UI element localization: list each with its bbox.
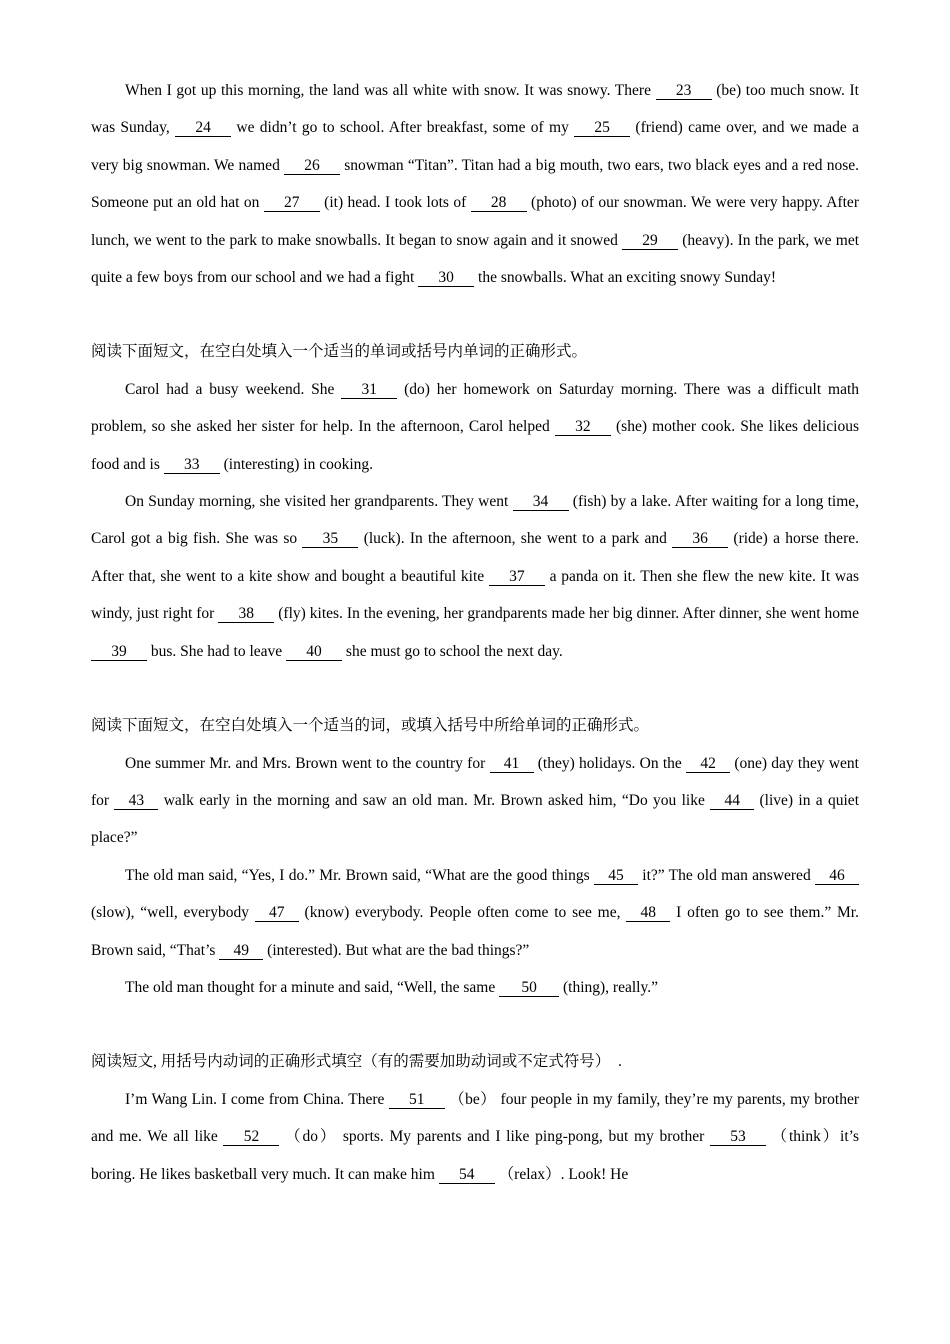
passage-text: the snowballs. What an exciting snowy Sunday!	[474, 269, 777, 287]
answer-blank-46[interactable]: 46	[815, 867, 859, 885]
answer-blank-42[interactable]: 42	[686, 755, 730, 773]
answer-blank-53[interactable]: 53	[710, 1128, 766, 1146]
answer-blank-49[interactable]: 49	[219, 942, 263, 960]
passage-text: walk early in the morning and saw an old man. Mr. Brown asked him, “Do you like	[158, 791, 711, 809]
answer-blank-38[interactable]: 38	[218, 605, 274, 623]
passage-text: (photo) of our snowman. We were very happy. After lunch, we went to the park to make snowballs. It began to snow again and it snowed	[91, 194, 859, 249]
instruction-carol: 阅读下面短文，在空白处填入一个适当的单词或括号内单词的正确形式。	[91, 343, 588, 361]
passage-brown-paragraph-2	[91, 857, 859, 969]
passage-text: snowman “Titan”. Titan had a big mouth, two ears, two black eyes and a red nose. Someone put an old hat on	[91, 156, 859, 212]
passage-text: it?” The old man answered	[637, 866, 815, 884]
answer-blank-37[interactable]: 37	[489, 568, 545, 586]
passage-text: When I got up this morning, the land was all white with snow. It was snowy. There	[125, 82, 656, 99]
answer-blank-50[interactable]: 50	[499, 979, 559, 997]
answer-blank-33[interactable]: 33	[164, 456, 220, 474]
answer-blank-39[interactable]: 39	[91, 643, 147, 661]
passage-text: (heavy). In the park, we met quite a few boys from our school and we had a fight	[91, 231, 860, 287]
answer-blank-29[interactable]: 29	[622, 232, 678, 250]
instruction-brown: 阅读下面短文，在空白处填入一个适当的词，或填入括号中所给单词的正确形式。	[91, 717, 650, 735]
answer-blank-41[interactable]: 41	[490, 755, 534, 773]
passage-text: （relax）. Look! He	[494, 1165, 629, 1183]
answer-blank-23[interactable]: 23	[656, 82, 712, 100]
passage-text: (friend) came over, and we made a very big snowman. We named	[91, 119, 859, 174]
passage-text: (live) in a quiet place?”	[91, 791, 859, 847]
passage-text: (be) too much snow. It was Sunday,	[91, 82, 859, 137]
passage-carol-paragraph-2	[91, 483, 859, 670]
passage-brown-paragraph-3	[91, 969, 859, 1006]
passage-text: we didn’t go to school. After breakfast, some of my	[231, 119, 575, 137]
answer-blank-30[interactable]: 30	[418, 269, 474, 287]
passage-brown-paragraph-1	[91, 745, 859, 857]
answer-blank-54[interactable]: 54	[439, 1166, 495, 1184]
answer-blank-24[interactable]: 24	[175, 119, 231, 137]
answer-blank-40[interactable]: 40	[286, 643, 342, 661]
passage-text: (know) everybody. People often come to see me,	[298, 904, 627, 922]
passage-text: (luck). In the afternoon, she went to a park and	[358, 530, 673, 548]
answer-blank-27[interactable]: 27	[264, 194, 320, 212]
document-page	[91, 72, 859, 1193]
answer-blank-44[interactable]: 44	[710, 792, 754, 810]
passage-text: The old man thought for a minute and said, “Well, the same	[125, 978, 500, 996]
passage-text: （be） four people in my family, they’re my parents, my brother and me. We all like	[91, 1090, 859, 1146]
answer-blank-31[interactable]: 31	[341, 381, 397, 399]
passage-text: a panda on it. Then she flew the new kite. It was windy, just right for	[91, 567, 859, 623]
passage-text: One summer Mr. and Mrs. Brown went to the country for	[125, 754, 490, 772]
answer-blank-51[interactable]: 51	[389, 1091, 445, 1109]
passage-text: (ride) a horse there. After that, she went to a kite show and bought a beautiful kite	[91, 530, 859, 585]
passage-text: (one) day they went for	[91, 754, 859, 809]
passage-text: The old man said, “Yes, I do.” Mr. Brown said, “What are the good things	[125, 866, 594, 884]
passage-text: (interesting) in cooking.	[219, 455, 374, 473]
answer-blank-32[interactable]: 32	[555, 418, 611, 436]
passage-text: (she) mother cook. She likes delicious food and is	[91, 418, 859, 473]
answer-blank-34[interactable]: 34	[513, 493, 569, 511]
answer-blank-48[interactable]: 48	[626, 904, 670, 922]
answer-blank-26[interactable]: 26	[284, 157, 340, 175]
instruction-wang-lin: 阅读短文, 用括号内动词的正确形式填空（有的需要加助动词或不定式符号） .	[91, 1053, 622, 1071]
passage-text: On Sunday morning, she visited her grandparents. They went	[125, 493, 513, 511]
answer-blank-43[interactable]: 43	[114, 792, 158, 810]
passage-text: (fly) kites. In the evening, her grandparents made her big dinner. After dinner, she went home	[274, 605, 859, 623]
passage-text: Carol had a busy weekend. She	[125, 380, 342, 398]
passage-text: (interested). But what are the bad things?”	[263, 941, 530, 959]
passage-text: (thing), really.”	[559, 978, 658, 996]
passage-text: (it) head. I took lots of	[319, 194, 471, 212]
section-gap	[91, 296, 859, 333]
section-gap	[91, 670, 859, 707]
answer-blank-45[interactable]: 45	[594, 867, 638, 885]
passage-wang-lin	[91, 1081, 859, 1193]
answer-blank-47[interactable]: 47	[255, 904, 299, 922]
passage-text: （do） sports. My parents and I like ping-pong, but my brother	[279, 1128, 710, 1146]
passage-text: I often go to see them.” Mr. Brown said, “That’s	[91, 904, 859, 959]
passage-text: I’m Wang Lin. I come from China. There	[125, 1090, 389, 1108]
answer-blank-25[interactable]: 25	[574, 119, 630, 137]
passage-text: (they) holidays. On the	[533, 754, 687, 772]
passage-snowy-sunday	[91, 72, 859, 296]
passage-text: (do) her homework on Saturday morning. There was a difficult math problem, so she asked her sister for help. In the afternoon, Carol helped	[91, 380, 860, 436]
passage-text: (fish) by a lake. After waiting for a long time, Carol got a big fish. She was so	[91, 493, 860, 548]
answer-blank-36[interactable]: 36	[672, 530, 728, 548]
answer-blank-52[interactable]: 52	[223, 1128, 279, 1146]
answer-blank-35[interactable]: 35	[302, 530, 358, 548]
answer-blank-28[interactable]: 28	[471, 194, 527, 212]
section-gap	[91, 1006, 859, 1043]
passage-text: (slow), “well, everybody	[91, 904, 255, 922]
passage-text: （think）it’s boring. He likes basketball very much. It can make him	[91, 1128, 859, 1183]
passage-text: bus. She had to leave	[147, 642, 287, 660]
passage-carol-paragraph-1	[91, 371, 859, 483]
passage-text: she must go to school the next day.	[342, 642, 563, 660]
